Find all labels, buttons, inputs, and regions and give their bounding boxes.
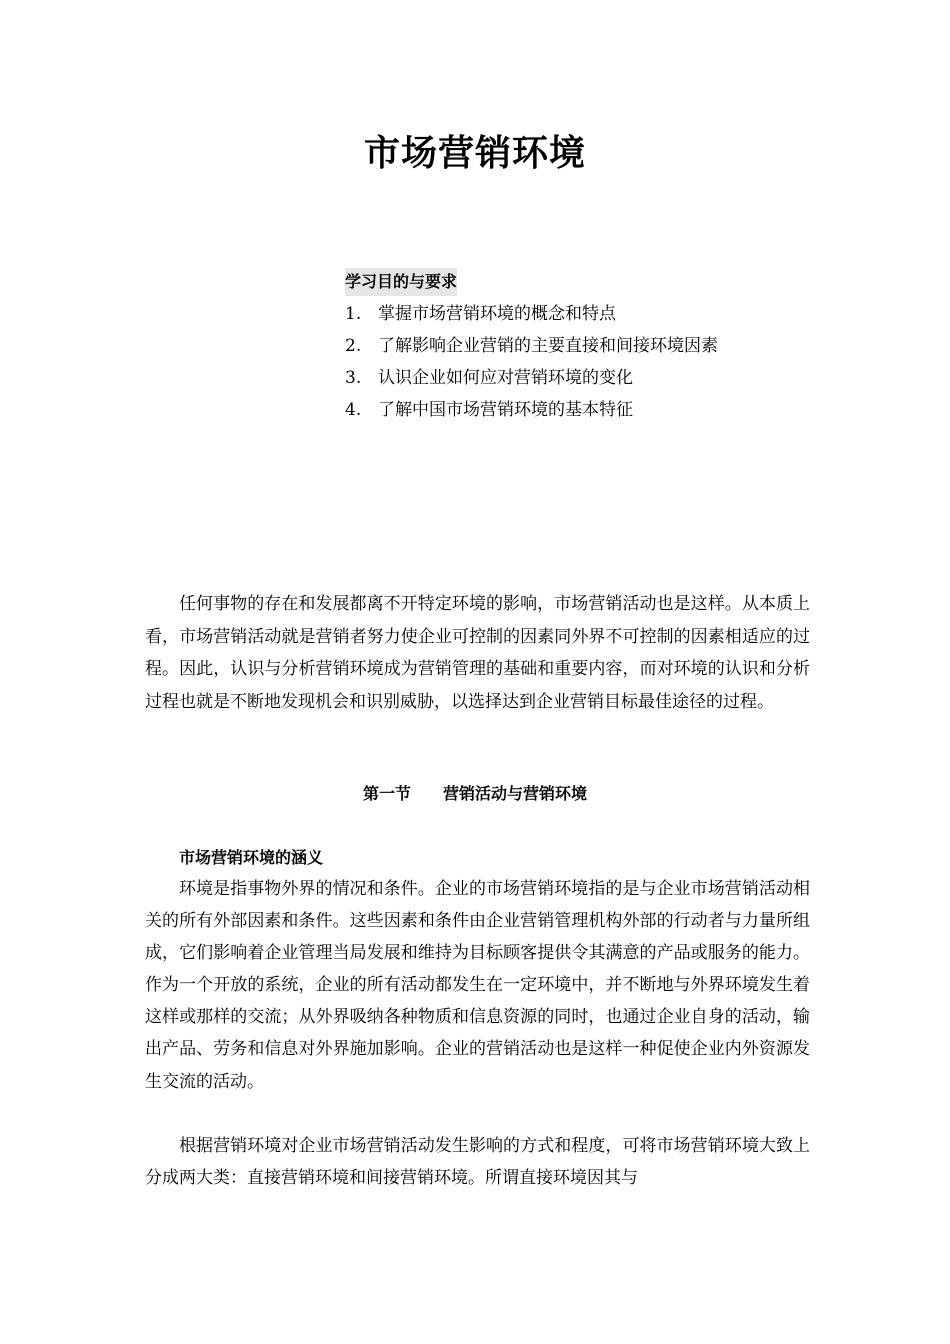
objective-number: 1. [345,304,362,324]
learning-objectives [345,268,865,426]
objective-item [345,394,865,426]
objective-number: 3. [345,368,362,388]
objective-text: 了解中国市场营销环境的基本特征 [378,400,633,420]
objectives-heading: 学习目的与要求 [345,268,457,296]
document-title: 市场营销环境 [363,133,586,174]
objective-number: 4. [345,400,362,420]
section-title: 第一节 营销活动与营销环境 [362,784,587,803]
body-paragraph: 根据营销环境对企业市场营销活动发生影响的方式和程度，可将市场营销环境大致上分成两大类：直接营销环境和间接营销环境。所谓直接环境因其与 [145,1136,810,1189]
objective-number: 2. [345,336,362,356]
subsection-title: 市场营销环境的涵义 [179,848,324,867]
body-paragraph-block [145,873,810,1098]
body-paragraph-block [145,1130,810,1194]
intro-paragraph: 任何事物的存在和发展都离不开特定环境的影响，市场营销活动也是这样。从本质上看，市场营销活动就是营销者努力使企业可控制的因素同外界不可控制的因素相适应的过程。因此，认识与分析营销环境成为营销管理的基础和重要内容，而对环境的认识和分析过程也就是不断地发现机会和识别威胁，以选择达到企业营销目标最佳途径的过程。 [145,594,810,712]
objective-text: 掌握市场营销环境的概念和特点 [378,304,616,324]
objective-item [345,298,865,330]
objective-text: 认识企业如何应对营销环境的变化 [378,368,633,388]
objective-item [345,330,865,362]
objective-text: 了解影响企业营销的主要直接和间接环境因素 [378,336,718,356]
body-paragraph: 环境是指事物外界的情况和条件。企业的市场营销环境指的是与企业市场营销活动相关的所有外部因素和条件。这些因素和条件由企业营销管理机构外部的行动者与力量所组成，它们影响着企业管理当局发展和维持为目标顾客提供令其满意的产品或服务的能力。作为一个开放的系统，企业的所有活动都发生在一定环境中，并不断地与外界环境发生着这样或那样的交流；从外界吸纳各种物质和信息资源的同时，也通过企业自身的活动，输出产品、劳务和信息对外界施加影响。企业的营销活动也是这样一种促使企业内外资源发生交流的活动。 [145,879,810,1092]
objective-item [345,362,865,394]
